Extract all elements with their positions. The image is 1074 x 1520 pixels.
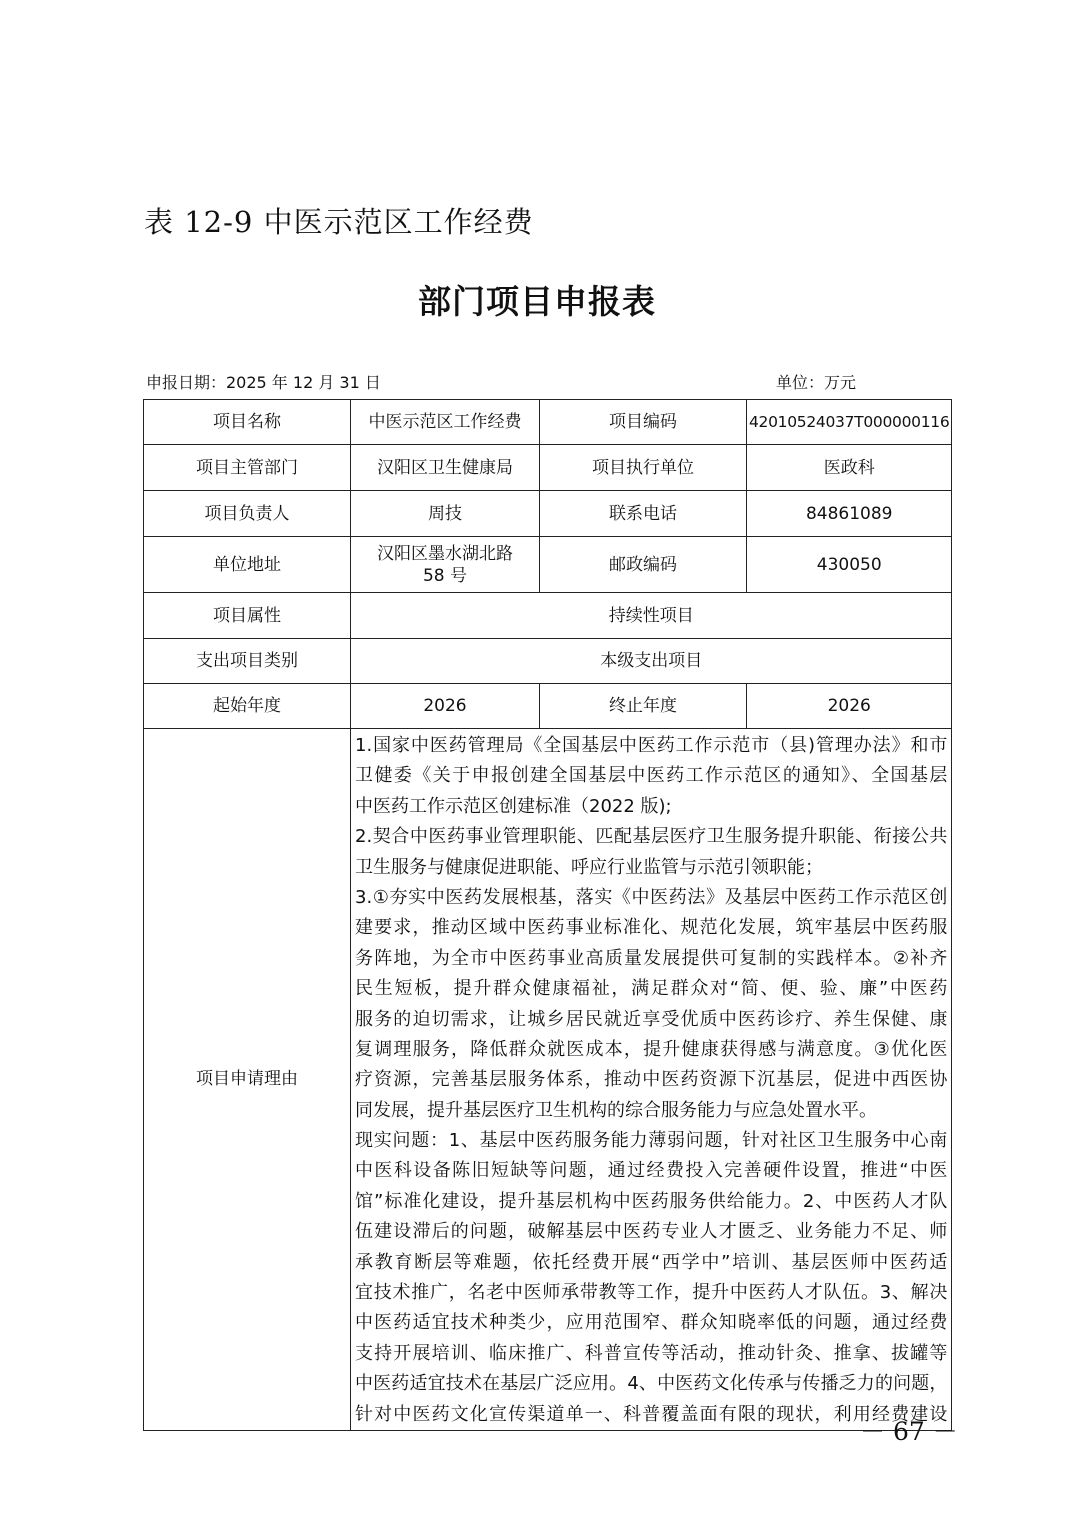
value-cell: 本级支出项目: [351, 639, 952, 684]
reason-line: 伍建设滞后的问题，破解基层中医药专业人才匮乏、业务能力不足、师: [355, 1221, 948, 1243]
reason-line: 复调理服务，降低群众就医成本，提升健康获得感与满意度。③优化医: [355, 1038, 948, 1060]
reason-line: 中医药适宜技术在基层广泛应用。4、中医药文化传承与传播乏力的问题，: [355, 1373, 948, 1395]
table-row: [144, 445, 952, 491]
value-cell: 2026: [747, 684, 952, 729]
table-row: [144, 684, 952, 729]
reason-line: 3.①夯实中医药发展根基，落实《中医药法》及基层中医药工作示范区创: [355, 886, 948, 908]
reason-paragraph: [351, 729, 952, 1431]
label-cell: 支出项目类别: [144, 639, 351, 684]
table-row: [144, 491, 952, 537]
label-cell: 联系电话: [540, 491, 747, 537]
reason-line: 现实问题：1、基层中医药服务能力薄弱问题，针对社区卫生服务中心南: [355, 1130, 948, 1152]
label-cell: 项目负责人: [144, 491, 351, 537]
value-cell: 周技: [351, 491, 540, 537]
table-row: [144, 537, 952, 593]
label-cell: 终止年度: [540, 684, 747, 729]
reason-line: 2.契合中医药事业管理职能、匹配基层医疗卫生服务提升职能、衔接公共: [355, 826, 948, 848]
reason-line: 支持开展培训、临床推广、科普宣传等活动，推动针灸、推拿、拔罐等: [355, 1342, 948, 1364]
page-title: 部门项目申报表: [418, 282, 656, 321]
table-row: [144, 729, 952, 1431]
value-cell: 汉阳区墨水湖北路 58 号: [351, 537, 540, 593]
table-caption: 表 12-9 中医示范区工作经费: [144, 205, 534, 239]
reason-line: 同发展，提升基层医疗卫生机构的综合服务能力与应急处置水平。: [355, 1099, 877, 1121]
table-row: [144, 593, 952, 639]
reason-line: 卫健委《关于申报创建全国基层中医药工作示范区的通知》、全国基层: [355, 765, 948, 787]
value-cell: 汉阳区卫生健康局: [351, 445, 540, 491]
value-cell: 医政科: [747, 445, 952, 491]
label-cell: 单位地址: [144, 537, 351, 593]
page-number: － 67 －: [860, 1417, 958, 1446]
reason-line: 卫生服务与健康促进职能、呼应行业监管与示范引领职能；: [355, 856, 823, 878]
label-cell: 项目执行单位: [540, 445, 747, 491]
value-cell: 42010524037T000000116: [747, 400, 952, 445]
value-cell: 中医示范区工作经费: [351, 400, 540, 445]
reason-line: 承教育断层等难题，依托经费开展“西学中”培训、基层医师中医药适: [355, 1251, 948, 1273]
reason-line: 中医药工作示范区创建标准（2022 版);: [355, 795, 672, 817]
unit-label: 单位：万元: [776, 373, 857, 392]
label-cell: 项目名称: [144, 400, 351, 445]
reason-line: 针对中医药文化宣传渠道单一、科普覆盖面有限的现状，利用经费建设: [355, 1403, 948, 1425]
project-table: [143, 399, 952, 1431]
reason-line: 宜技术推广，名老中医师承带教等工作，提升中医药人才队伍。3、解决: [355, 1282, 948, 1304]
reason-line: 馆”标准化建设，提升基层机构中医药服务供给能力。2、中医药人才队: [355, 1190, 948, 1212]
value-cell: 84861089: [747, 491, 952, 537]
value-cell: 持续性项目: [351, 593, 952, 639]
label-cell: 邮政编码: [540, 537, 747, 593]
label-cell: 起始年度: [144, 684, 351, 729]
reason-line: 民生短板，提升群众健康福祉，满足群众对“简、便、验、廉”中医药: [355, 978, 948, 1000]
report-date: 申报日期：2025 年 12 月 31 日: [146, 373, 381, 392]
table-row: [144, 400, 952, 445]
value-cell: 430050: [747, 537, 952, 593]
value-cell: 2026: [351, 684, 540, 729]
reason-line: 中医科设备陈旧短缺等问题，通过经费投入完善硬件设置，推进“中医: [355, 1160, 948, 1182]
reason-line: 建要求，推动区域中医药事业标准化、规范化发展，筑牢基层中医药服: [355, 917, 948, 939]
reason-line: 中医药适宜技术种类少，应用范围窄、群众知晓率低的问题，通过经费: [355, 1312, 948, 1334]
label-cell: 项目主管部门: [144, 445, 351, 491]
label-cell: 项目编码: [540, 400, 747, 445]
label-cell: 项目属性: [144, 593, 351, 639]
reason-line: 服务的迫切需求，让城乡居民就近享受优质中医药诊疗、养生保健、康: [355, 1008, 948, 1030]
label-cell: 项目申请理由: [144, 729, 351, 1431]
table-row: [144, 639, 952, 684]
reason-line: 1.国家中医药管理局《全国基层中医药工作示范市（县)管理办法》和市: [355, 735, 948, 756]
reason-line: 务阵地，为全市中医药事业高质量发展提供可复制的实践样本。②补齐: [355, 947, 948, 969]
reason-line: 疗资源，完善基层服务体系，推动中医药资源下沉基层，促进中西医协: [355, 1069, 948, 1091]
